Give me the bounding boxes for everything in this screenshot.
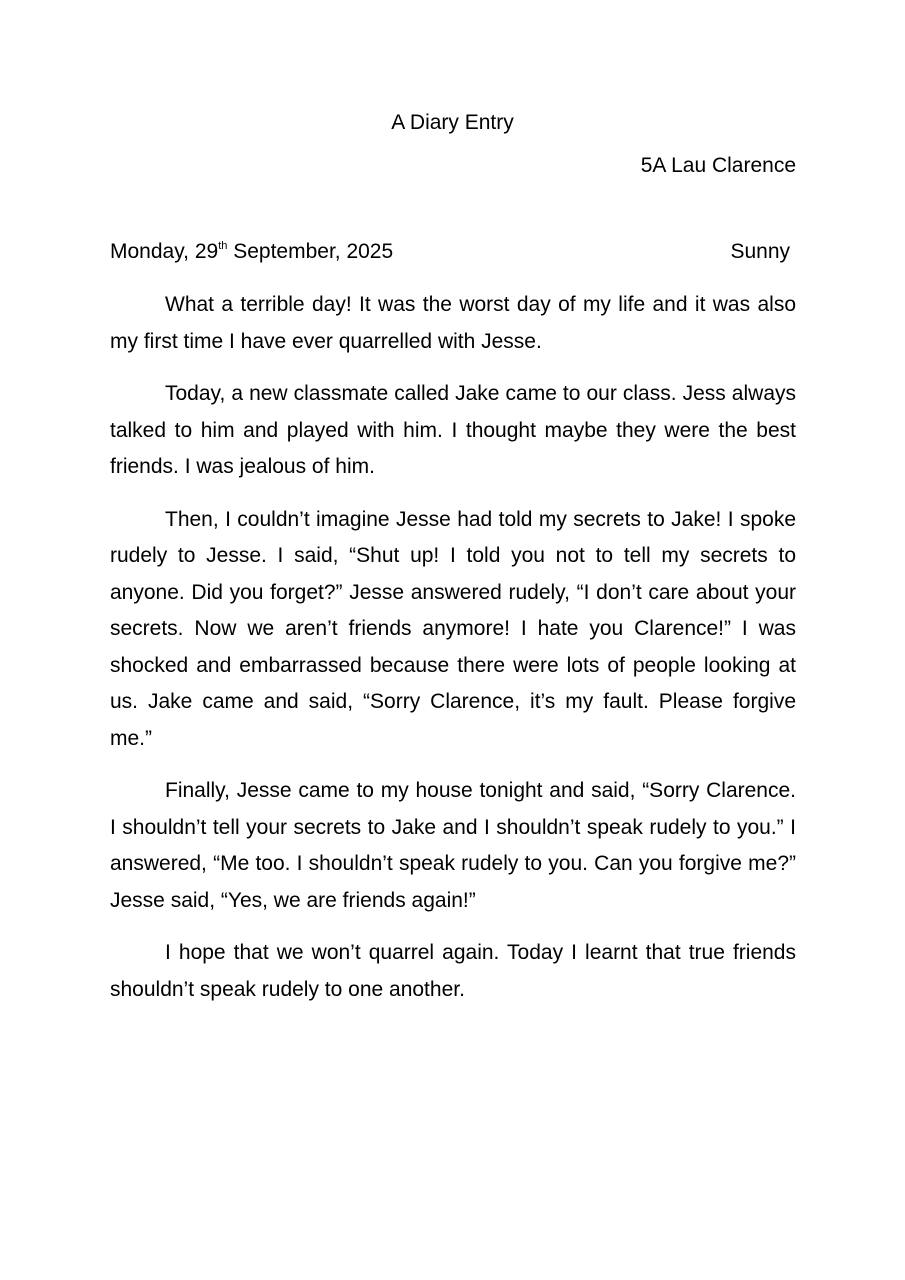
date-month-year: September, 2025 <box>227 240 394 263</box>
paragraph-4: Finally, Jesse came to my house tonight and said, “Sorry Clarence. I shouldn’t tell your secrets to Jake and I shouldn’t speak rudely to you.” I answered, “Me too. I shouldn’t speak rudely to you. Can you forgive me?” Jesse said, “Yes, we are friends again!” <box>110 779 796 912</box>
date-day-suffix: th <box>218 240 228 252</box>
paragraph-3: Then, I couldn’t imagine Jesse had told my secrets to Jake! I spoke rudely to Jesse. I said, “Shut up! I told you not to tell my secrets to anyone. Did you forget?” Jesse answered rudely, “I don’t care about your secrets. Now we aren’t friends anymore! I hate you Clarence!” I was shocked and embarrassed because there were lots of people looking at us. Jake came and said, “Sorry Clarence, it’s my fault. Please forgive me.” <box>110 507 796 750</box>
weather-label: Sunny <box>730 240 790 263</box>
date-weekday-day: Monday, 29 <box>110 240 219 263</box>
author-line: 5A Lau Clarence <box>640 154 796 177</box>
diary-body <box>110 287 796 1024</box>
entry-date <box>110 240 393 264</box>
paragraph-5: I hope that we won’t quarrel again. Today I learnt that true friends shouldn’t speak rudely to one another. <box>110 941 796 1001</box>
paragraph-2: Today, a new classmate called Jake came to our class. Jess always talked to him and played with him. I thought maybe they were the best friends. I was jealous of him. <box>110 382 796 478</box>
document-title: A Diary Entry <box>391 111 514 134</box>
paragraph-1: What a terrible day! It was the worst day of my life and it was also my first time I have ever quarrelled with Jesse. <box>110 293 796 353</box>
